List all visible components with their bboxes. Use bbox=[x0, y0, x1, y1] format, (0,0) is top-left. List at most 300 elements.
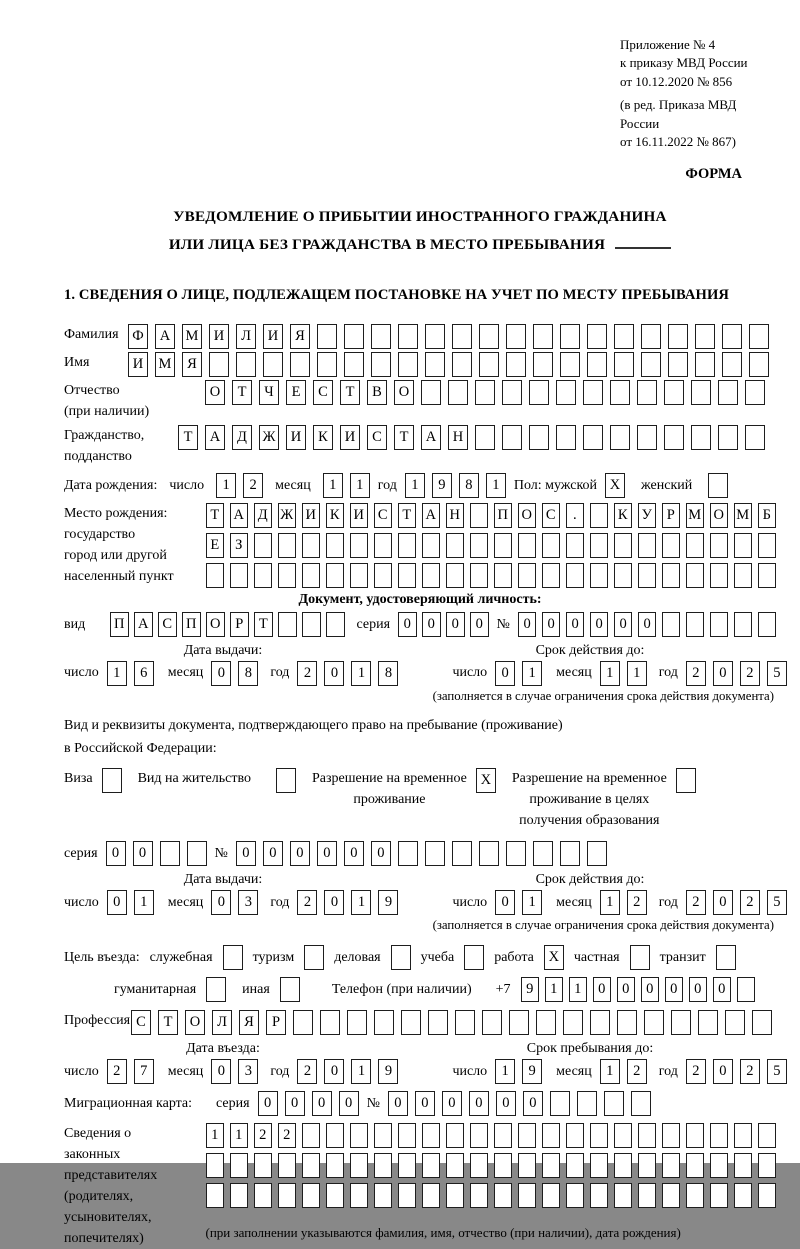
form-cell[interactable]: О bbox=[518, 503, 537, 528]
form-cell[interactable] bbox=[590, 1153, 609, 1178]
form-cell[interactable] bbox=[398, 1123, 417, 1148]
form-cell[interactable] bbox=[758, 563, 777, 588]
form-cell[interactable] bbox=[506, 841, 526, 866]
form-cell[interactable] bbox=[494, 563, 513, 588]
form-cell[interactable]: Т bbox=[178, 425, 198, 450]
form-cell[interactable] bbox=[664, 380, 684, 405]
form-cell[interactable]: П bbox=[110, 612, 129, 637]
form-cell[interactable] bbox=[302, 1123, 321, 1148]
representatives-boxes-line3[interactable] bbox=[206, 1183, 777, 1208]
form-cell[interactable]: 1 bbox=[216, 473, 236, 498]
form-cell[interactable]: 9 bbox=[521, 977, 540, 1002]
form-cell[interactable]: М bbox=[182, 324, 202, 349]
form-cell[interactable] bbox=[452, 324, 472, 349]
form-cell[interactable] bbox=[350, 563, 369, 588]
form-cell[interactable]: 9 bbox=[378, 1059, 398, 1084]
form-cell[interactable]: А bbox=[205, 425, 225, 450]
purpose-business-checkbox[interactable] bbox=[391, 945, 411, 970]
form-cell[interactable]: С bbox=[313, 380, 333, 405]
form-cell[interactable]: 0 bbox=[713, 1059, 733, 1084]
form-cell[interactable]: Ф bbox=[128, 324, 148, 349]
representatives-boxes-line1[interactable] bbox=[206, 1123, 777, 1148]
form-cell[interactable] bbox=[518, 533, 537, 558]
form-cell[interactable] bbox=[326, 1183, 345, 1208]
form-cell[interactable] bbox=[187, 841, 207, 866]
form-cell[interactable] bbox=[556, 380, 576, 405]
form-cell[interactable] bbox=[302, 533, 321, 558]
visa-checkbox[interactable] bbox=[102, 768, 122, 793]
entry-month-boxes[interactable] bbox=[211, 1059, 258, 1084]
form-cell[interactable]: 0 bbox=[290, 841, 310, 866]
residence-permit-checkbox[interactable] bbox=[276, 768, 296, 793]
form-cell[interactable] bbox=[662, 1183, 681, 1208]
form-cell[interactable]: X bbox=[544, 945, 564, 970]
form-cell[interactable] bbox=[425, 352, 445, 377]
birthplace-boxes-line2[interactable] bbox=[206, 533, 777, 558]
form-cell[interactable]: О bbox=[394, 380, 414, 405]
temp-residence-edu-checkbox[interactable] bbox=[676, 768, 696, 793]
form-cell[interactable]: О bbox=[205, 380, 225, 405]
form-cell[interactable] bbox=[425, 324, 445, 349]
form-cell[interactable] bbox=[686, 563, 705, 588]
form-cell[interactable] bbox=[160, 841, 180, 866]
form-cell[interactable]: 0 bbox=[398, 612, 417, 637]
form-cell[interactable]: Н bbox=[446, 503, 465, 528]
form-cell[interactable] bbox=[278, 1153, 297, 1178]
form-cell[interactable] bbox=[428, 1010, 448, 1035]
form-cell[interactable] bbox=[691, 380, 711, 405]
form-cell[interactable]: 0 bbox=[107, 890, 127, 915]
form-cell[interactable] bbox=[254, 1153, 273, 1178]
form-cell[interactable] bbox=[614, 563, 633, 588]
form-cell[interactable] bbox=[452, 841, 472, 866]
permit-issue-year-boxes[interactable] bbox=[297, 890, 398, 915]
form-cell[interactable] bbox=[518, 563, 537, 588]
form-cell[interactable] bbox=[745, 380, 765, 405]
representatives-boxes-line2[interactable] bbox=[206, 1153, 777, 1178]
form-cell[interactable]: 3 bbox=[238, 1059, 258, 1084]
profession-boxes[interactable] bbox=[131, 1010, 772, 1035]
form-cell[interactable] bbox=[280, 977, 300, 1002]
form-cell[interactable] bbox=[230, 563, 249, 588]
form-cell[interactable] bbox=[374, 1183, 393, 1208]
form-cell[interactable] bbox=[371, 352, 391, 377]
form-cell[interactable] bbox=[494, 533, 513, 558]
form-cell[interactable]: 0 bbox=[106, 841, 126, 866]
form-cell[interactable] bbox=[725, 1010, 745, 1035]
form-cell[interactable]: 2 bbox=[627, 1059, 647, 1084]
purpose-official-checkbox[interactable] bbox=[223, 945, 243, 970]
form-cell[interactable]: И bbox=[340, 425, 360, 450]
form-cell[interactable] bbox=[230, 1183, 249, 1208]
doc-number-boxes[interactable] bbox=[518, 612, 777, 637]
form-cell[interactable]: 0 bbox=[713, 890, 733, 915]
form-cell[interactable] bbox=[278, 533, 297, 558]
form-cell[interactable] bbox=[662, 612, 681, 637]
form-cell[interactable] bbox=[734, 1123, 753, 1148]
form-cell[interactable] bbox=[641, 324, 661, 349]
form-cell[interactable]: 1 bbox=[323, 473, 343, 498]
form-cell[interactable]: 1 bbox=[134, 890, 154, 915]
doc-type-boxes[interactable] bbox=[110, 612, 345, 637]
form-cell[interactable] bbox=[533, 352, 553, 377]
form-cell[interactable] bbox=[758, 1183, 777, 1208]
form-cell[interactable]: К bbox=[614, 503, 633, 528]
form-cell[interactable]: Д bbox=[232, 425, 252, 450]
form-cell[interactable] bbox=[610, 425, 630, 450]
form-cell[interactable]: 0 bbox=[590, 612, 609, 637]
form-cell[interactable]: 1 bbox=[522, 890, 542, 915]
form-cell[interactable]: 1 bbox=[206, 1123, 225, 1148]
form-cell[interactable] bbox=[506, 352, 526, 377]
form-cell[interactable]: 0 bbox=[285, 1091, 305, 1116]
permit-issue-month-boxes[interactable] bbox=[211, 890, 258, 915]
form-cell[interactable] bbox=[475, 425, 495, 450]
form-cell[interactable]: А bbox=[230, 503, 249, 528]
form-cell[interactable] bbox=[452, 352, 472, 377]
birth-month-boxes[interactable] bbox=[323, 473, 370, 498]
form-cell[interactable]: Я bbox=[239, 1010, 259, 1035]
form-cell[interactable] bbox=[566, 1183, 585, 1208]
form-cell[interactable] bbox=[302, 1183, 321, 1208]
form-cell[interactable] bbox=[518, 1123, 537, 1148]
phone-number-boxes[interactable] bbox=[521, 977, 756, 1002]
form-cell[interactable] bbox=[425, 841, 445, 866]
form-cell[interactable] bbox=[470, 1123, 489, 1148]
form-cell[interactable] bbox=[542, 1153, 561, 1178]
form-cell[interactable] bbox=[638, 1183, 657, 1208]
form-cell[interactable] bbox=[722, 324, 742, 349]
form-cell[interactable]: П bbox=[494, 503, 513, 528]
form-cell[interactable]: 2 bbox=[740, 890, 760, 915]
form-cell[interactable]: 1 bbox=[405, 473, 425, 498]
form-cell[interactable]: 0 bbox=[470, 612, 489, 637]
form-cell[interactable] bbox=[577, 1091, 597, 1116]
form-cell[interactable] bbox=[446, 563, 465, 588]
stay-day-boxes[interactable] bbox=[495, 1059, 542, 1084]
form-cell[interactable] bbox=[638, 1123, 657, 1148]
form-cell[interactable]: С bbox=[542, 503, 561, 528]
form-cell[interactable] bbox=[422, 533, 441, 558]
form-cell[interactable] bbox=[326, 563, 345, 588]
form-cell[interactable] bbox=[533, 324, 553, 349]
form-cell[interactable]: С bbox=[158, 612, 177, 637]
form-cell[interactable] bbox=[718, 380, 738, 405]
form-cell[interactable]: 0 bbox=[523, 1091, 543, 1116]
id-issue-day-boxes[interactable] bbox=[107, 661, 154, 686]
form-cell[interactable]: 9 bbox=[378, 890, 398, 915]
form-cell[interactable] bbox=[614, 533, 633, 558]
form-cell[interactable] bbox=[470, 563, 489, 588]
form-cell[interactable]: 0 bbox=[317, 841, 337, 866]
form-cell[interactable] bbox=[734, 1153, 753, 1178]
form-cell[interactable] bbox=[533, 841, 553, 866]
form-cell[interactable] bbox=[630, 945, 650, 970]
form-cell[interactable] bbox=[710, 533, 729, 558]
form-cell[interactable] bbox=[206, 977, 226, 1002]
birth-day-boxes[interactable] bbox=[216, 473, 263, 498]
form-cell[interactable]: И bbox=[128, 352, 148, 377]
form-cell[interactable] bbox=[662, 1123, 681, 1148]
form-cell[interactable]: И bbox=[209, 324, 229, 349]
purpose-other-checkbox[interactable] bbox=[280, 977, 300, 1002]
form-cell[interactable]: 0 bbox=[496, 1091, 516, 1116]
form-cell[interactable]: 1 bbox=[569, 977, 588, 1002]
form-cell[interactable] bbox=[350, 1123, 369, 1148]
form-cell[interactable] bbox=[344, 352, 364, 377]
sex-female-checkbox[interactable] bbox=[708, 473, 728, 498]
form-cell[interactable] bbox=[695, 352, 715, 377]
form-cell[interactable] bbox=[590, 503, 609, 528]
form-cell[interactable]: 0 bbox=[446, 612, 465, 637]
form-cell[interactable] bbox=[716, 945, 736, 970]
form-cell[interactable]: 0 bbox=[324, 890, 344, 915]
form-cell[interactable] bbox=[470, 1183, 489, 1208]
form-cell[interactable]: 1 bbox=[495, 1059, 515, 1084]
permit-expiry-month-boxes[interactable] bbox=[600, 890, 647, 915]
form-cell[interactable]: С bbox=[131, 1010, 151, 1035]
form-cell[interactable] bbox=[401, 1010, 421, 1035]
form-cell[interactable]: 0 bbox=[415, 1091, 435, 1116]
form-cell[interactable] bbox=[398, 352, 418, 377]
form-cell[interactable] bbox=[590, 1123, 609, 1148]
form-cell[interactable]: 0 bbox=[518, 612, 537, 637]
form-cell[interactable] bbox=[398, 563, 417, 588]
form-cell[interactable]: X bbox=[605, 473, 625, 498]
form-cell[interactable]: 0 bbox=[324, 1059, 344, 1084]
form-cell[interactable] bbox=[350, 533, 369, 558]
form-cell[interactable] bbox=[614, 1183, 633, 1208]
form-cell[interactable] bbox=[518, 1153, 537, 1178]
form-cell[interactable] bbox=[710, 1153, 729, 1178]
form-cell[interactable] bbox=[752, 1010, 772, 1035]
form-cell[interactable] bbox=[317, 324, 337, 349]
form-cell[interactable] bbox=[470, 533, 489, 558]
form-cell[interactable]: Е bbox=[206, 533, 225, 558]
form-cell[interactable]: Я bbox=[290, 324, 310, 349]
form-cell[interactable] bbox=[326, 1153, 345, 1178]
form-cell[interactable]: 0 bbox=[133, 841, 153, 866]
form-cell[interactable] bbox=[614, 1153, 633, 1178]
form-cell[interactable]: М bbox=[734, 503, 753, 528]
form-cell[interactable] bbox=[223, 945, 243, 970]
form-cell[interactable]: 1 bbox=[350, 473, 370, 498]
form-cell[interactable] bbox=[464, 945, 484, 970]
form-cell[interactable]: С bbox=[367, 425, 387, 450]
form-cell[interactable]: 0 bbox=[593, 977, 612, 1002]
form-cell[interactable]: А bbox=[134, 612, 153, 637]
form-cell[interactable] bbox=[302, 1153, 321, 1178]
form-cell[interactable] bbox=[455, 1010, 475, 1035]
form-cell[interactable] bbox=[686, 1123, 705, 1148]
form-cell[interactable]: В bbox=[367, 380, 387, 405]
permit-issue-day-boxes[interactable] bbox=[107, 890, 154, 915]
form-cell[interactable]: Б bbox=[758, 503, 777, 528]
form-cell[interactable] bbox=[236, 352, 256, 377]
form-cell[interactable] bbox=[374, 1153, 393, 1178]
form-cell[interactable] bbox=[446, 1183, 465, 1208]
form-cell[interactable] bbox=[583, 380, 603, 405]
permit-number-boxes[interactable] bbox=[236, 841, 607, 866]
form-cell[interactable]: 1 bbox=[545, 977, 564, 1002]
form-cell[interactable] bbox=[691, 425, 711, 450]
form-cell[interactable] bbox=[745, 425, 765, 450]
form-cell[interactable]: О bbox=[185, 1010, 205, 1035]
form-cell[interactable] bbox=[446, 533, 465, 558]
form-cell[interactable] bbox=[614, 1123, 633, 1148]
form-cell[interactable]: 2 bbox=[740, 661, 760, 686]
doc-series-boxes[interactable] bbox=[398, 612, 489, 637]
form-cell[interactable]: 0 bbox=[211, 890, 231, 915]
form-cell[interactable] bbox=[749, 324, 769, 349]
form-cell[interactable] bbox=[276, 768, 296, 793]
form-cell[interactable] bbox=[374, 533, 393, 558]
id-expiry-month-boxes[interactable] bbox=[600, 661, 647, 686]
form-cell[interactable]: 1 bbox=[486, 473, 506, 498]
form-cell[interactable]: И bbox=[286, 425, 306, 450]
form-cell[interactable]: 3 bbox=[238, 890, 258, 915]
form-cell[interactable]: 2 bbox=[686, 890, 706, 915]
form-cell[interactable] bbox=[350, 1153, 369, 1178]
form-cell[interactable]: Р bbox=[230, 612, 249, 637]
form-cell[interactable]: 8 bbox=[378, 661, 398, 686]
migcard-series-boxes[interactable] bbox=[258, 1091, 359, 1116]
form-cell[interactable] bbox=[374, 1123, 393, 1148]
form-cell[interactable]: У bbox=[638, 503, 657, 528]
form-cell[interactable]: 5 bbox=[767, 890, 787, 915]
form-cell[interactable]: 5 bbox=[767, 1059, 787, 1084]
form-cell[interactable] bbox=[304, 945, 324, 970]
form-cell[interactable]: 2 bbox=[740, 1059, 760, 1084]
form-cell[interactable] bbox=[737, 977, 756, 1002]
form-cell[interactable] bbox=[326, 533, 345, 558]
form-cell[interactable] bbox=[302, 612, 321, 637]
temp-residence-checkbox[interactable] bbox=[476, 768, 496, 793]
form-cell[interactable] bbox=[604, 1091, 624, 1116]
birthplace-boxes-line3[interactable] bbox=[206, 563, 777, 588]
form-cell[interactable] bbox=[278, 612, 297, 637]
form-cell[interactable] bbox=[610, 380, 630, 405]
form-cell[interactable]: . bbox=[566, 503, 585, 528]
form-cell[interactable] bbox=[529, 380, 549, 405]
form-cell[interactable]: 0 bbox=[689, 977, 708, 1002]
form-cell[interactable]: 8 bbox=[459, 473, 479, 498]
form-cell[interactable]: 0 bbox=[211, 1059, 231, 1084]
form-cell[interactable] bbox=[102, 768, 122, 793]
form-cell[interactable]: Н bbox=[448, 425, 468, 450]
form-cell[interactable] bbox=[494, 1153, 513, 1178]
form-cell[interactable]: 1 bbox=[600, 1059, 620, 1084]
form-cell[interactable] bbox=[398, 324, 418, 349]
form-cell[interactable] bbox=[509, 1010, 529, 1035]
form-cell[interactable] bbox=[206, 563, 225, 588]
form-cell[interactable] bbox=[398, 1183, 417, 1208]
form-cell[interactable] bbox=[664, 425, 684, 450]
form-cell[interactable] bbox=[542, 1123, 561, 1148]
form-cell[interactable] bbox=[583, 425, 603, 450]
form-cell[interactable] bbox=[536, 1010, 556, 1035]
form-cell[interactable] bbox=[587, 352, 607, 377]
form-cell[interactable]: 0 bbox=[324, 661, 344, 686]
form-cell[interactable] bbox=[350, 1183, 369, 1208]
form-cell[interactable] bbox=[302, 563, 321, 588]
form-cell[interactable] bbox=[398, 841, 418, 866]
form-cell[interactable] bbox=[698, 1010, 718, 1035]
form-cell[interactable] bbox=[566, 533, 585, 558]
form-cell[interactable] bbox=[590, 563, 609, 588]
form-cell[interactable] bbox=[254, 1183, 273, 1208]
form-cell[interactable]: И bbox=[302, 503, 321, 528]
form-cell[interactable]: 0 bbox=[542, 612, 561, 637]
form-cell[interactable] bbox=[326, 612, 345, 637]
form-cell[interactable]: 1 bbox=[600, 890, 620, 915]
id-issue-month-boxes[interactable] bbox=[211, 661, 258, 686]
form-cell[interactable] bbox=[479, 841, 499, 866]
purpose-tourism-checkbox[interactable] bbox=[304, 945, 324, 970]
form-cell[interactable] bbox=[482, 1010, 502, 1035]
form-cell[interactable] bbox=[391, 945, 411, 970]
permit-expiry-year-boxes[interactable] bbox=[686, 890, 787, 915]
form-cell[interactable]: 2 bbox=[297, 1059, 317, 1084]
form-cell[interactable]: 0 bbox=[258, 1091, 278, 1116]
form-cell[interactable]: Т bbox=[158, 1010, 178, 1035]
form-cell[interactable] bbox=[590, 1010, 610, 1035]
form-cell[interactable]: 1 bbox=[230, 1123, 249, 1148]
form-cell[interactable] bbox=[422, 1153, 441, 1178]
id-expiry-day-boxes[interactable] bbox=[495, 661, 542, 686]
form-cell[interactable]: О bbox=[206, 612, 225, 637]
form-cell[interactable]: 1 bbox=[627, 661, 647, 686]
form-cell[interactable]: 0 bbox=[495, 890, 515, 915]
form-cell[interactable] bbox=[758, 533, 777, 558]
form-cell[interactable] bbox=[758, 1123, 777, 1148]
form-cell[interactable]: А bbox=[155, 324, 175, 349]
form-cell[interactable] bbox=[668, 352, 688, 377]
form-cell[interactable] bbox=[479, 352, 499, 377]
form-cell[interactable] bbox=[614, 324, 634, 349]
purpose-work-checkbox[interactable] bbox=[544, 945, 564, 970]
form-cell[interactable]: З bbox=[230, 533, 249, 558]
form-cell[interactable]: 0 bbox=[312, 1091, 332, 1116]
form-cell[interactable] bbox=[590, 533, 609, 558]
form-cell[interactable] bbox=[374, 1010, 394, 1035]
form-cell[interactable] bbox=[710, 563, 729, 588]
form-cell[interactable]: 6 bbox=[134, 661, 154, 686]
form-cell[interactable]: Т bbox=[394, 425, 414, 450]
form-cell[interactable] bbox=[446, 1153, 465, 1178]
form-cell[interactable] bbox=[398, 533, 417, 558]
form-cell[interactable] bbox=[695, 324, 715, 349]
form-cell[interactable] bbox=[206, 1153, 225, 1178]
form-cell[interactable]: Л bbox=[212, 1010, 232, 1035]
form-cell[interactable] bbox=[563, 1010, 583, 1035]
form-cell[interactable] bbox=[734, 1183, 753, 1208]
form-cell[interactable] bbox=[734, 612, 753, 637]
form-cell[interactable] bbox=[421, 380, 441, 405]
form-cell[interactable] bbox=[686, 1183, 705, 1208]
purpose-humanitarian-checkbox[interactable] bbox=[206, 977, 226, 1002]
birth-year-boxes[interactable] bbox=[405, 473, 506, 498]
form-cell[interactable] bbox=[708, 473, 728, 498]
purpose-private-checkbox[interactable] bbox=[630, 945, 650, 970]
form-cell[interactable]: 1 bbox=[522, 661, 542, 686]
surname-boxes[interactable] bbox=[128, 324, 769, 349]
form-cell[interactable] bbox=[542, 1183, 561, 1208]
form-cell[interactable]: Д bbox=[254, 503, 273, 528]
form-cell[interactable] bbox=[641, 352, 661, 377]
form-cell[interactable]: П bbox=[182, 612, 201, 637]
permit-series-boxes[interactable] bbox=[106, 841, 207, 866]
